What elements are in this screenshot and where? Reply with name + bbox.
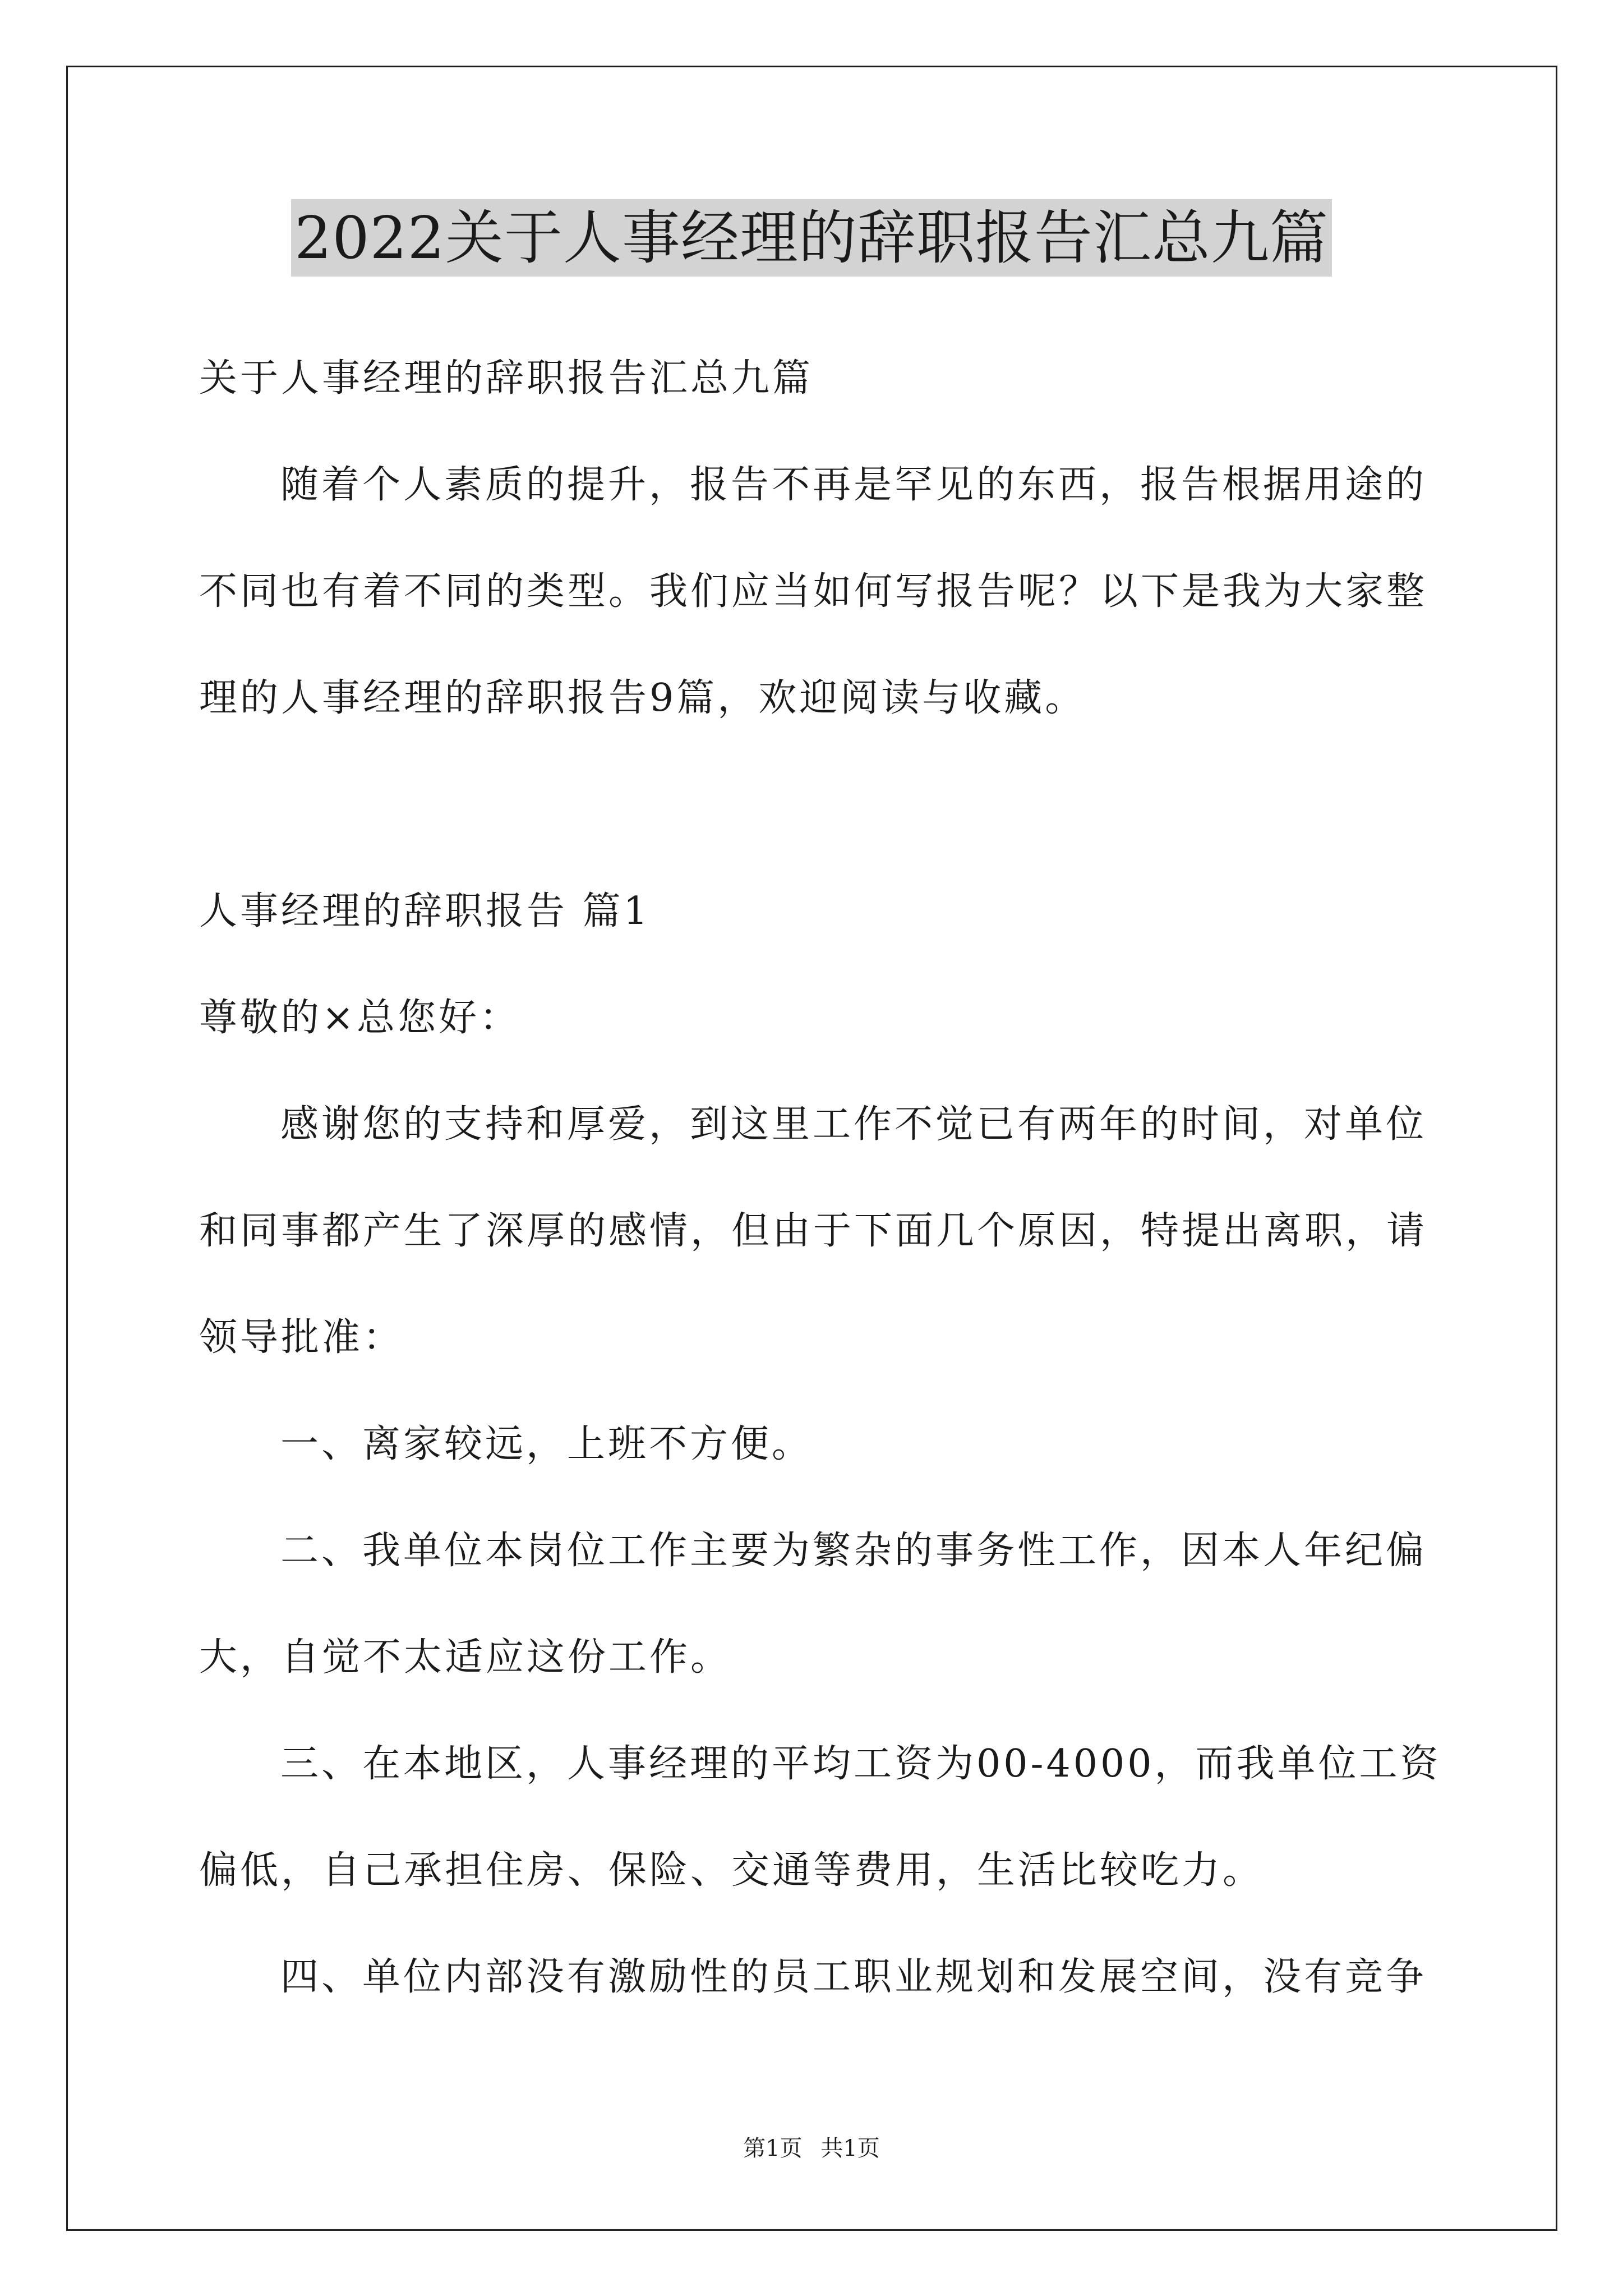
body-line-8: 偏低，自己承担住房、保险、交通等费用，生活比较吃力。 — [199, 1848, 1264, 1893]
section-heading: 人事经理的辞职报告 篇1 — [199, 889, 651, 933]
body-line-2: 和同事都产生了深厚的感情，但由于下面几个原因，特提出离职，请 — [199, 1209, 1428, 1253]
body-line-5: 二、我单位本岗位工作主要为繁杂的事务性工作，因本人年纪偏 — [280, 1529, 1427, 1573]
page-number: 第1页 — [743, 2136, 803, 2161]
body-line-7: 三、在本地区，人事经理的平均工资为00-4000，而我单位工资 — [280, 1742, 1441, 1786]
salutation: 尊敬的×总您好： — [199, 996, 520, 1040]
intro-line-1: 随着个人素质的提升，报告不再是罕见的东西，报告根据用途的 — [280, 463, 1427, 507]
document-subtitle: 关于人事经理的辞职报告汇总九篇 — [199, 356, 814, 401]
document-title: 2022关于人事经理的辞职报告汇总九篇 — [291, 199, 1332, 277]
body-line-3: 领导批准： — [199, 1315, 404, 1360]
intro-line-3: 理的人事经理的辞职报告9篇，欢迎阅读与收藏。 — [199, 676, 1086, 720]
body-line-1: 感谢您的支持和厚爱，到这里工作不觉已有两年的时间，对单位 — [280, 1102, 1427, 1147]
intro-line-2: 不同也有着不同的类型。我们应当如何写报告呢？以下是我为大家整 — [199, 569, 1428, 614]
title-container — [0, 199, 1623, 277]
body-line-6: 大，自觉不太适应这份工作。 — [199, 1635, 732, 1680]
page-footer — [0, 2134, 1623, 2162]
page-total: 共1页 — [820, 2136, 880, 2161]
body-line-9: 四、单位内部没有激励性的员工职业规划和发展空间，没有竞争 — [280, 1955, 1427, 1999]
body-line-4: 一、离家较远，上班不方便。 — [280, 1422, 813, 1466]
